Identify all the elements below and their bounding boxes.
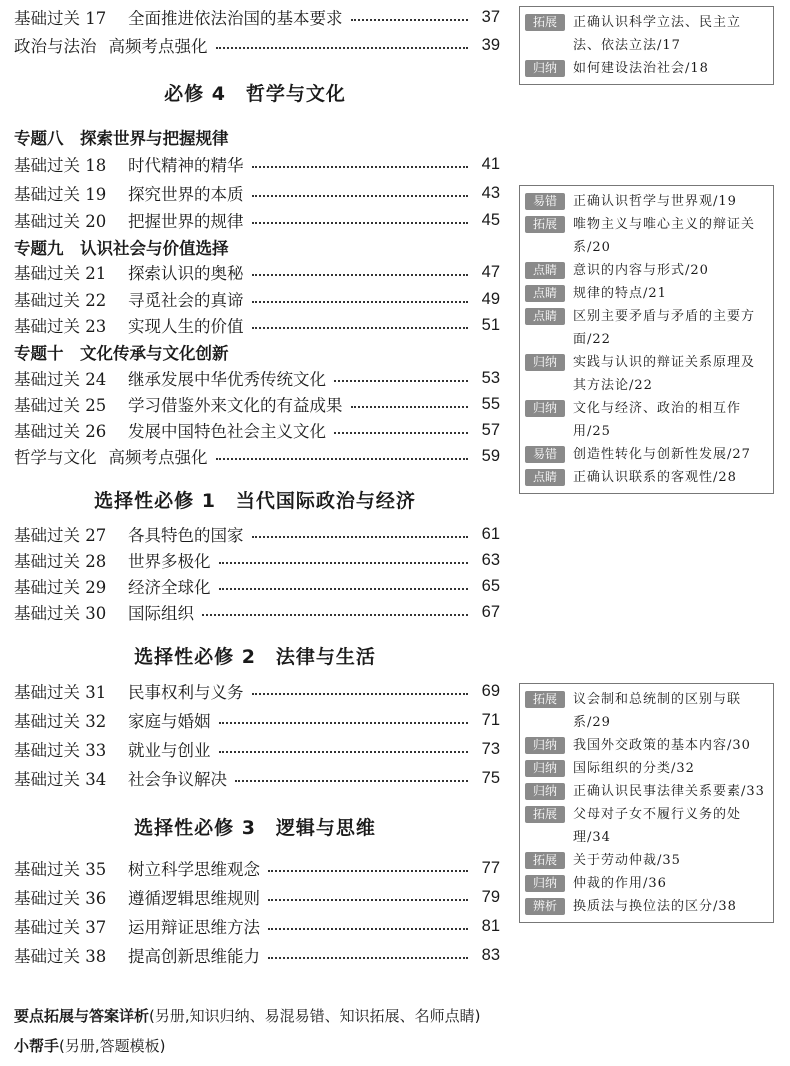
entry-title: 运用辩证思维方法 [128, 918, 260, 937]
note-item [525, 849, 768, 872]
entry-page: 71 [481, 710, 500, 729]
note-text: 意识的内容与形式/20 [573, 263, 709, 278]
toc-entry[interactable] [14, 287, 500, 311]
topic-heading: 专题十 文化传承与文化创新 [14, 344, 229, 363]
entry-title: 发展中国特色社会主义文化 [128, 422, 326, 441]
toc-entry[interactable] [14, 418, 500, 442]
entry-label: 基础过关 29 [14, 578, 107, 597]
entry-title: 社会争议解决 [128, 770, 227, 789]
entry-label: 基础过关 34 [14, 770, 107, 789]
entry-page: 51 [481, 315, 500, 334]
note-tag: 归纳 [525, 783, 565, 800]
toc-entry[interactable] [14, 522, 500, 546]
entry-page: 81 [481, 916, 500, 935]
toc-entry[interactable] [14, 708, 500, 732]
note-tag: 归纳 [525, 400, 565, 417]
entry-label: 基础过关 22 [14, 291, 107, 310]
dot-leader [268, 870, 468, 872]
dot-leader [219, 562, 469, 564]
note-tag: 归纳 [525, 354, 565, 371]
entry-label: 基础过关 32 [14, 712, 107, 731]
note-item [525, 57, 768, 80]
dot-leader [268, 899, 468, 901]
dot-leader [351, 406, 469, 408]
note-item [525, 259, 768, 282]
toc-entry[interactable] [14, 313, 500, 337]
note-text: 议会制和总统制的区别与联系/29 [573, 692, 742, 730]
note-tag: 归纳 [525, 60, 565, 77]
note-tag: 拓展 [525, 806, 565, 823]
note-text: 区别主要矛盾与矛盾的主要方面/22 [573, 309, 756, 347]
entry-label: 基础过关 36 [14, 889, 107, 908]
entry-title: 就业与创业 [128, 741, 211, 760]
entry-page: 63 [481, 550, 500, 569]
entry-title: 继承发展中华优秀传统文化 [128, 370, 326, 389]
dot-leader [334, 432, 468, 434]
note-text: 规律的特点/21 [573, 286, 667, 301]
note-item [525, 11, 768, 57]
note-text: 创造性转化与创新性发展/27 [573, 447, 751, 462]
entry-title: 寻觅社会的真谛 [128, 291, 244, 310]
entry-page: 41 [481, 154, 500, 173]
dot-leader [216, 47, 469, 49]
dot-leader [219, 722, 469, 724]
note-tag: 拓展 [525, 691, 565, 708]
entry-title: 家庭与婚姻 [128, 712, 211, 731]
note-tag: 点睛 [525, 285, 565, 302]
entry-page: 79 [481, 887, 500, 906]
toc-entry[interactable] [14, 737, 500, 761]
entry-label: 基础过关 38 [14, 947, 107, 966]
note-tag: 归纳 [525, 760, 565, 777]
note-text: 父母对子女不履行义务的处理/34 [573, 807, 742, 845]
entry-title: 高频考点强化 [108, 448, 208, 467]
entry-label: 基础过关 35 [14, 860, 107, 879]
dot-leader [252, 536, 469, 538]
note-tag: 辨析 [525, 898, 565, 915]
dot-leader [252, 693, 469, 695]
dot-leader [202, 614, 468, 616]
section-heading: 选择性必修 2 法律与生活 [134, 646, 376, 668]
entry-title: 时代精神的精华 [128, 156, 244, 175]
footer-detail: (另册,答题模板) [59, 1037, 166, 1055]
dot-leader [219, 751, 469, 753]
dot-leader [252, 274, 469, 276]
entry-page: 53 [481, 368, 500, 387]
notes-box [519, 683, 774, 923]
entry-page: 59 [481, 446, 500, 465]
note-tag: 点睛 [525, 469, 565, 486]
note-text: 正确认识民事法律关系要素/33 [573, 784, 765, 799]
entry-label: 基础过关 18 [14, 156, 107, 175]
entry-label: 基础过关 30 [14, 604, 107, 623]
section-heading: 必修 4 哲学与文化 [164, 83, 346, 105]
dot-leader [235, 780, 468, 782]
entry-page: 49 [481, 289, 500, 308]
note-text: 如何建设法治社会/18 [573, 61, 709, 76]
note-text: 我国外交政策的基本内容/30 [573, 738, 751, 753]
note-tag: 拓展 [525, 852, 565, 869]
entry-title: 民事权利与义务 [128, 683, 244, 702]
entry-title: 高频考点强化 [108, 37, 208, 56]
entry-title: 探索认识的奥秘 [128, 264, 244, 283]
toc-entry[interactable] [14, 914, 500, 938]
toc-entry[interactable] [14, 33, 500, 57]
section-heading: 选择性必修 3 逻辑与思维 [134, 817, 376, 839]
toc-entry[interactable] [14, 679, 500, 703]
entry-title: 全面推进依法治国的基本要求 [128, 9, 343, 28]
note-item [525, 872, 768, 895]
entry-title: 探究世界的本质 [128, 185, 244, 204]
note-tag: 点睛 [525, 262, 565, 279]
note-text: 仲裁的作用/36 [573, 876, 667, 891]
note-item [525, 190, 768, 213]
entry-label: 基础过关 23 [14, 317, 107, 336]
entry-page: 57 [481, 420, 500, 439]
entry-page: 61 [481, 524, 500, 543]
section-heading: 选择性必修 1 当代国际政治与经济 [94, 490, 416, 512]
footer-title: 要点拓展与答案详析 [14, 1007, 150, 1025]
toc-entry[interactable] [14, 392, 500, 416]
dot-leader [334, 380, 468, 382]
note-tag: 易错 [525, 193, 565, 210]
note-tag: 拓展 [525, 14, 565, 31]
note-text: 文化与经济、政治的相互作用/25 [573, 401, 742, 439]
dot-leader [216, 458, 469, 460]
entry-label: 基础过关 25 [14, 396, 107, 415]
note-text: 实践与认识的辩证关系原理及其方法论/22 [573, 355, 756, 393]
entry-label: 基础过关 37 [14, 918, 107, 937]
toc-entry[interactable] [14, 943, 500, 967]
note-tag: 点睛 [525, 308, 565, 325]
note-text: 正确认识科学立法、民主立法、依法立法/17 [573, 15, 742, 53]
notes-box [519, 6, 774, 85]
entry-title: 各具特色的国家 [128, 526, 244, 545]
entry-page: 37 [481, 7, 500, 26]
entry-label: 基础过关 20 [14, 212, 107, 231]
topic-heading: 专题九 认识社会与价值选择 [14, 239, 229, 258]
note-item [525, 305, 768, 351]
dot-leader [351, 19, 469, 21]
toc-entry[interactable] [14, 600, 500, 624]
dot-leader [268, 957, 468, 959]
entry-title: 提高创新思维能力 [128, 947, 260, 966]
toc-entry[interactable] [14, 208, 500, 232]
toc-entry[interactable] [14, 885, 500, 909]
dot-leader [268, 928, 468, 930]
note-item [525, 895, 768, 918]
dot-leader [252, 195, 469, 197]
notes-box [519, 185, 774, 494]
toc-entry[interactable] [14, 366, 500, 390]
entry-label: 基础过关 28 [14, 552, 107, 571]
note-tag: 拓展 [525, 216, 565, 233]
toc-entry[interactable] [14, 152, 500, 176]
entry-label: 基础过关 19 [14, 185, 107, 204]
note-item [525, 397, 768, 443]
dot-leader [252, 222, 469, 224]
toc-entry[interactable] [14, 5, 500, 29]
entry-label: 基础过关 17 [14, 9, 107, 28]
entry-page: 45 [481, 210, 500, 229]
entry-page: 65 [481, 576, 500, 595]
entry-page: 83 [481, 945, 500, 964]
note-item [525, 443, 768, 466]
footer-detail: (另册,知识归纳、易混易错、知识拓展、名师点睛) [149, 1007, 481, 1025]
entry-label: 基础过关 33 [14, 741, 107, 760]
note-item [525, 734, 768, 757]
toc-entry[interactable] [14, 856, 500, 880]
toc-entry[interactable] [14, 766, 500, 790]
footer-note-helper [14, 1035, 166, 1056]
entry-title: 学习借鉴外来文化的有益成果 [128, 396, 343, 415]
entry-page: 39 [481, 35, 500, 54]
note-item [525, 466, 768, 489]
entry-title: 经济全球化 [128, 578, 211, 597]
entry-title: 遵循逻辑思维规则 [128, 889, 260, 908]
entry-title: 国际组织 [128, 604, 194, 623]
note-tag: 归纳 [525, 875, 565, 892]
entry-page: 73 [481, 739, 500, 758]
entry-page: 47 [481, 262, 500, 281]
entry-label: 政治与法治 [14, 37, 97, 56]
note-item [525, 803, 768, 849]
entry-label: 基础过关 27 [14, 526, 107, 545]
note-text: 正确认识哲学与世界观/19 [573, 194, 737, 209]
entry-page: 55 [481, 394, 500, 413]
dot-leader [252, 301, 469, 303]
note-item [525, 757, 768, 780]
dot-leader [252, 327, 469, 329]
note-text: 唯物主义与唯心主义的辩证关系/20 [573, 217, 756, 255]
entry-page: 77 [481, 858, 500, 877]
entry-page: 67 [481, 602, 500, 621]
entry-label: 基础过关 31 [14, 683, 107, 702]
note-tag: 易错 [525, 446, 565, 463]
note-item [525, 282, 768, 305]
toc-entry[interactable] [14, 574, 500, 598]
entry-title: 世界多极化 [128, 552, 211, 571]
note-item [525, 780, 768, 803]
note-item [525, 351, 768, 397]
toc-entry[interactable] [14, 181, 500, 205]
toc-entry[interactable] [14, 548, 500, 572]
entry-label: 哲学与文化 [14, 448, 97, 467]
footer-note-answers [14, 1005, 481, 1026]
entry-title: 树立科学思维观念 [128, 860, 260, 879]
note-item [525, 213, 768, 259]
note-text: 正确认识联系的客观性/28 [573, 470, 737, 485]
dot-leader [252, 166, 469, 168]
entry-label: 基础过关 26 [14, 422, 107, 441]
note-item [525, 688, 768, 734]
entry-label: 基础过关 24 [14, 370, 107, 389]
note-text: 国际组织的分类/32 [573, 761, 695, 776]
entry-page: 43 [481, 183, 500, 202]
toc-entry[interactable] [14, 260, 500, 284]
note-text: 换质法与换位法的区分/38 [573, 899, 737, 914]
note-text: 关于劳动仲裁/35 [573, 853, 681, 868]
note-tag: 归纳 [525, 737, 565, 754]
entry-title: 把握世界的规律 [128, 212, 244, 231]
toc-entry[interactable] [14, 444, 500, 468]
entry-title: 实现人生的价值 [128, 317, 244, 336]
dot-leader [219, 588, 469, 590]
entry-label: 基础过关 21 [14, 264, 107, 283]
footer-title: 小帮手 [14, 1037, 60, 1055]
topic-heading: 专题八 探索世界与把握规律 [14, 129, 229, 148]
entry-page: 69 [481, 681, 500, 700]
entry-page: 75 [481, 768, 500, 787]
